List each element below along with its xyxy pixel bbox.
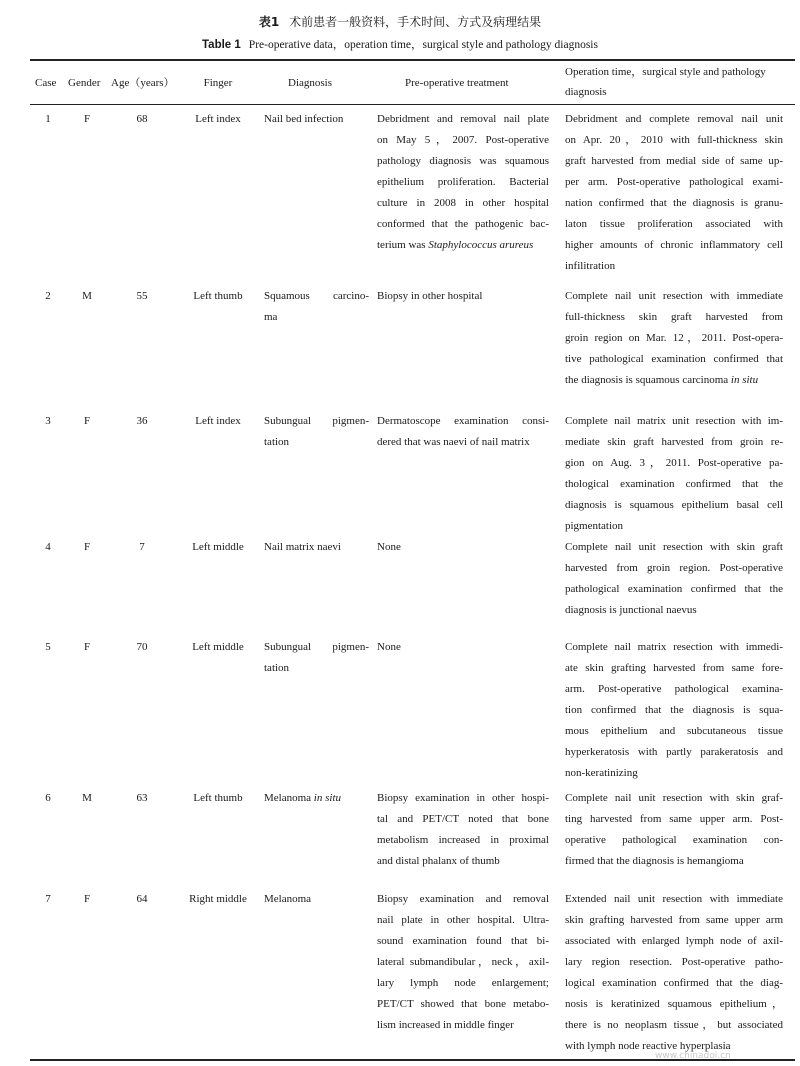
- cell-age: 64: [136, 893, 148, 905]
- cell-age: 7: [139, 541, 145, 553]
- pre-line: Dermatoscope examination consi-: [377, 415, 549, 427]
- op-line: per arm. Post-operative pathological exami-: [565, 176, 783, 188]
- cell-age: 63: [136, 792, 148, 804]
- pre-line-text: terium was: [377, 239, 429, 251]
- op-line: with lymph node reactive hyperplasia: [565, 1040, 731, 1052]
- header-operation-line1: Operation time，surgical style and pathology: [565, 66, 766, 78]
- cell-age: 68: [136, 113, 148, 125]
- cell-age: 36: [136, 415, 148, 427]
- cell-case: 7: [45, 893, 51, 905]
- caption-chinese: [0, 13, 800, 30]
- pre-line: PET/CT showed that bone metabo-: [377, 998, 549, 1010]
- caption-cn-text: 术前患者一般资料，手术时间、方式及病理结果: [289, 15, 542, 29]
- pre-line: epithelium proliferation. Bacterial: [377, 176, 549, 188]
- diagnosis-line-italic-insitu: [264, 788, 369, 809]
- op-line: diagnosis is squamous epithelium basal cell: [565, 499, 783, 511]
- diagnosis-line: Melanoma: [264, 893, 312, 905]
- in-situ-term: in situ: [730, 374, 759, 386]
- table-header-rule: [30, 104, 795, 105]
- pre-line: pathology diagnosis was squamous: [377, 155, 549, 167]
- cell-age: 70: [136, 641, 148, 653]
- caption-en-text: Pre-operative data，operation time，surgical style and pathology diagnosis: [248, 39, 598, 51]
- cell-operation: [565, 411, 783, 537]
- cell-finger: Left thumb: [193, 290, 243, 302]
- cell-finger: Right middle: [189, 893, 247, 905]
- pre-line: None: [377, 641, 401, 653]
- op-line: tion confirmed that the diagnosis is squa-: [565, 704, 783, 716]
- cell-pre-treatment: [377, 537, 549, 558]
- diagnosis-line: Nail matrix naevi: [264, 541, 341, 553]
- op-line-italic-insitu: [565, 370, 783, 391]
- watermark: www.chinadoi.cn: [655, 1051, 731, 1061]
- cell-pre-treatment: [377, 411, 549, 453]
- op-line: pigmentation: [565, 520, 624, 532]
- op-line: arm. Post-operative pathological examina-: [565, 683, 783, 695]
- diagnosis-line: Subungual pigmen-: [264, 415, 369, 427]
- cell-operation: [565, 286, 783, 391]
- header-diagnosis: Diagnosis: [288, 77, 332, 89]
- op-line: Complete nail unit resection with immediate: [565, 290, 783, 302]
- cell-finger: Left middle: [192, 641, 244, 653]
- op-line: nation confirmed that the diagnosis is granu-: [565, 197, 783, 209]
- cell-operation: [565, 637, 783, 784]
- op-line: lary region resection. Post-operative patho-: [565, 956, 783, 968]
- diagnosis-line: tation: [264, 662, 290, 674]
- pre-line: metabolism increased in proximal: [377, 834, 549, 846]
- caption-en-label: Table 1: [202, 39, 241, 51]
- cell-pre-treatment: [377, 788, 549, 872]
- caption-cn-label: 表1: [258, 15, 280, 29]
- diagnosis-line-text: Melanoma: [264, 792, 314, 804]
- op-line: Extended nail unit resection with immediate: [565, 893, 783, 905]
- op-line: laton tissue proliferation associated with: [565, 218, 783, 230]
- cell-finger: Left index: [195, 415, 241, 427]
- op-line: hyperkeratosis with partly parakeratosis and: [565, 746, 783, 758]
- cell-case: 6: [45, 792, 51, 804]
- pre-line: dered that was naevi of nail matrix: [377, 436, 530, 448]
- op-line: diagnosis is junctional naevus: [565, 604, 697, 616]
- species-name: Staphylococcus arureus: [428, 239, 534, 251]
- pre-line: Biopsy examination and removal: [377, 893, 549, 905]
- op-line: harvested from groin region. Post-operative: [565, 562, 783, 574]
- cell-pre-treatment: [377, 889, 549, 1036]
- cell-case: 1: [45, 113, 51, 125]
- pre-line: tal and PET/CT noted that bone: [377, 813, 549, 825]
- op-line: mediate skin graft harvested from groin re-: [565, 436, 783, 448]
- cell-diagnosis: [264, 411, 369, 453]
- op-line: non-keratinizing: [565, 767, 638, 779]
- cell-case: 5: [45, 641, 51, 653]
- cell-pre-treatment: [377, 286, 549, 307]
- cell-diagnosis: [264, 889, 369, 910]
- op-line: groin region on Mar. 12，2011. Post-opera-: [565, 332, 783, 344]
- cell-gender: F: [83, 113, 91, 125]
- op-line: graft harvested from medial side of same up-: [565, 155, 783, 167]
- op-line: on Apr. 20，2010 with full-thickness skin: [565, 134, 783, 146]
- op-line: Complete nail matrix unit resection with im-: [565, 415, 783, 427]
- cell-case: 3: [45, 415, 51, 427]
- op-line: tive pathological examination confirmed that: [565, 353, 783, 365]
- pre-line-italic-species: [377, 235, 549, 256]
- op-line: ting harvested from same upper arm. Post-: [565, 813, 783, 825]
- pre-line: on May 5，2007. Post-operative: [377, 134, 549, 146]
- cell-gender: F: [83, 415, 91, 427]
- pre-line: lateral submandibular，neck，axil-: [377, 956, 549, 968]
- table-top-rule: [30, 59, 795, 61]
- diagnosis-line: tation: [264, 436, 290, 448]
- op-line: skin grafting harvested from same upper arm: [565, 914, 783, 926]
- caption-english: [0, 36, 800, 52]
- op-line: logical examination confirmed that the diag-: [565, 977, 783, 989]
- cell-gender: F: [83, 541, 91, 553]
- header-operation: [565, 62, 790, 102]
- pre-line: sound examination found that bi-: [377, 935, 549, 947]
- cell-case: 2: [45, 290, 51, 302]
- pre-line: None: [377, 541, 401, 553]
- pre-line: culture in 2008 in other hospital: [377, 197, 549, 209]
- op-line: associated with enlarged lymph node of axil-: [565, 935, 783, 947]
- in-situ-term: in situ: [313, 792, 341, 804]
- pre-line: lary lymph node enlargement;: [377, 977, 549, 989]
- op-line: there is no neoplasm tissue，but associated: [565, 1019, 783, 1031]
- cell-age: 55: [136, 290, 148, 302]
- op-line: pathological examination confirmed that the: [565, 583, 783, 595]
- header-pre-treatment: Pre-operative treatment: [405, 77, 509, 89]
- cell-diagnosis: [264, 109, 369, 130]
- op-line: full-thickness skin graft harvested from: [565, 311, 783, 323]
- op-line: Complete nail unit resection with skin graf-: [565, 792, 783, 804]
- diagnosis-line: ma: [264, 311, 278, 323]
- cell-diagnosis: [264, 537, 369, 558]
- header-case: Case: [35, 77, 57, 89]
- cell-finger: Left thumb: [193, 792, 243, 804]
- op-line: firmed that the diagnosis is hemangioma: [565, 855, 744, 867]
- op-line: mous epithelium and subcutaneous tissue: [565, 725, 783, 737]
- cell-diagnosis: [264, 286, 369, 328]
- cell-gender: M: [82, 290, 92, 302]
- op-line: Complete nail unit resection with skin graft: [565, 541, 783, 553]
- cell-operation: [565, 788, 783, 872]
- diagnosis-line: Nail bed infection: [264, 113, 344, 125]
- header-gender: Gender: [68, 77, 101, 89]
- header-finger: Finger: [203, 77, 233, 89]
- op-line: nosis is keratinized squamous epithelium，: [565, 998, 783, 1010]
- cell-pre-treatment: [377, 637, 549, 658]
- cell-gender: M: [82, 792, 92, 804]
- op-line: higher amounts of chronic inflammatory cell: [565, 239, 783, 251]
- pre-line: conformed that the pathogenic bac-: [377, 218, 549, 230]
- header-operation-line2: diagnosis: [565, 86, 607, 98]
- pre-line: nail plate in other hospital. Ultra-: [377, 914, 549, 926]
- header-age: Age（years）: [111, 77, 175, 89]
- cell-operation: [565, 537, 783, 621]
- op-line: ate skin grafting harvested from same fore-: [565, 662, 783, 674]
- cell-operation: [565, 889, 783, 1057]
- cell-gender: F: [83, 641, 91, 653]
- cell-case: 4: [45, 541, 51, 553]
- op-line-text: the diagnosis is squamous carcinoma: [565, 374, 731, 386]
- cell-finger: Left middle: [192, 541, 244, 553]
- op-line: infilitration: [565, 260, 616, 272]
- op-line: gion on Aug. 3，2011. Post-operative pa-: [565, 457, 783, 469]
- op-line: Debridment and complete removal nail unit: [565, 113, 783, 125]
- cell-diagnosis: [264, 637, 369, 679]
- pre-line: Biopsy examination in other hospi-: [377, 792, 549, 804]
- op-line: thological examination confirmed that the: [565, 478, 783, 490]
- diagnosis-line: Subungual pigmen-: [264, 641, 369, 653]
- cell-pre-treatment: [377, 109, 549, 256]
- cell-diagnosis: [264, 788, 369, 809]
- pre-line: and distal phalanx of thumb: [377, 855, 500, 867]
- pre-line: Debridment and removal nail plate: [377, 113, 549, 125]
- cell-finger: Left index: [195, 113, 241, 125]
- diagnosis-line: Squamous carcino-: [264, 290, 369, 302]
- pre-line: lism increased in middle finger: [377, 1019, 514, 1031]
- pre-line: Biopsy in other hospital: [377, 290, 483, 302]
- cell-operation: [565, 109, 783, 277]
- op-line: operative pathological examination con-: [565, 834, 783, 846]
- op-line: Complete nail matrix resection with immedi-: [565, 641, 783, 653]
- cell-gender: F: [83, 893, 91, 905]
